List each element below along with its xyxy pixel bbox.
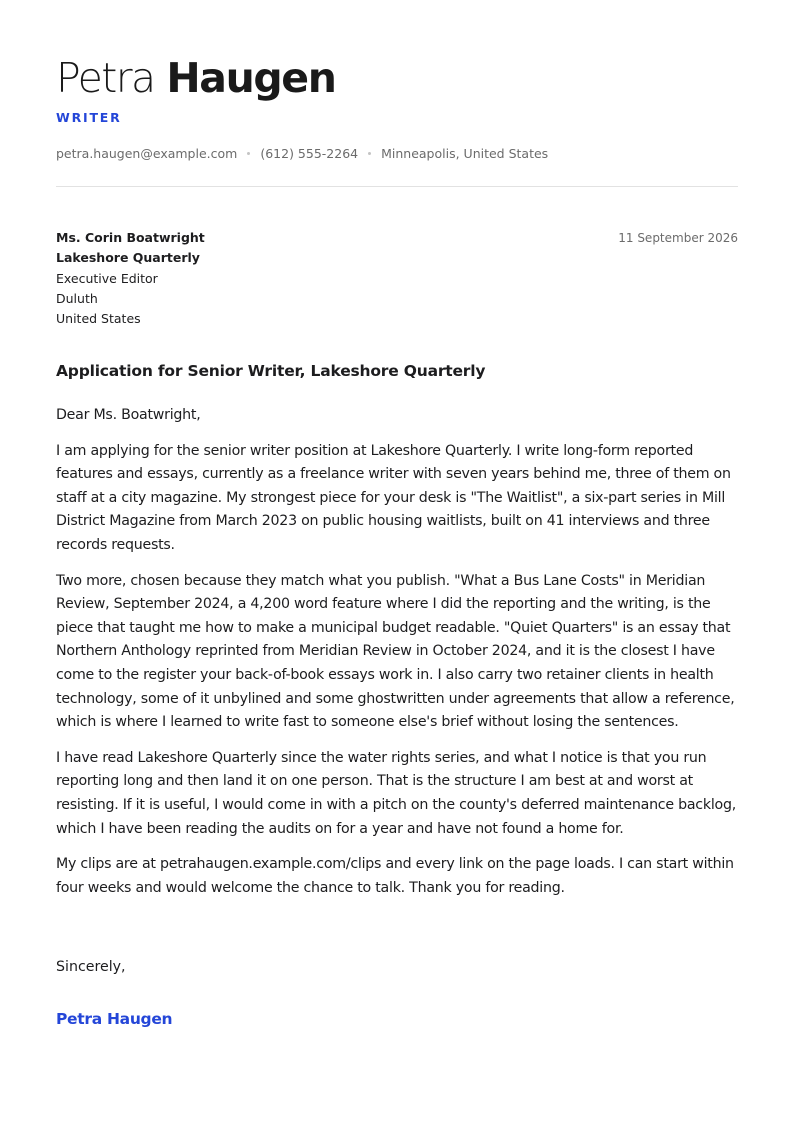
recipient-name: Ms. Corin Boatwright <box>56 230 205 245</box>
recipient-block <box>56 228 205 329</box>
letter-date: 11 September 2026 <box>618 231 738 245</box>
body-paragraph: Two more, chosen because they match what you publish. "What a Bus Lane Costs" in Meridian Review, September 2024, a 4,200 word feature where I did the reporting and the writing, is the piece that taught me how to make a municipal budget readable. "Quiet Quarters" is an essay that Northern Anthology reprinted from Meridian Review in October 2024, and it is the closest I have come to the register your back-of-book essays work in. I also carry two retainer clients in health technology, some of it unbylined and some ghostwritten under agreements that allow a reference, which is where I learned to write fast to someone else's brief without losing the sentences. <box>56 572 735 731</box>
applicant-role: WRITER <box>56 110 122 125</box>
separator-dot <box>247 152 250 155</box>
letter-subject: Application for Senior Writer, Lakeshore Quarterly <box>56 362 486 380</box>
signature: Petra Haugen <box>56 1010 173 1028</box>
recipient-city: Duluth <box>56 290 98 306</box>
recipient-country: United States <box>56 311 141 327</box>
body-paragraph: I am applying for the senior writer position at Lakeshore Quarterly. I write long-form reported features and essays, currently as a freelance writer with seven years behind me, three of them on staff at a city magazine. My strongest piece for your desk is "The Waitlist", a six-part series in Mill District Magazine from March 2023 on public housing waitlists, built on 41 interviews and three records requests. <box>56 442 731 553</box>
applicant-name <box>56 50 336 106</box>
body-paragraph: I have read Lakeshore Quarterly since the water rights series, and what I notice is that you run reporting long and then land it on one person. That is the structure I am best at and worst at resisting. If it is useful, I would come in with a pitch on the county's deferred maintenance backlog, which I have been reading the audits on for a year and have not found a home for. <box>56 749 736 837</box>
closing: Sincerely, <box>56 959 126 975</box>
last-name: Haugen <box>166 54 336 102</box>
letter-body <box>56 404 738 912</box>
phone-number: (612) 555-2264 <box>260 146 359 161</box>
recipient-title: Executive Editor <box>56 270 158 286</box>
body-paragraph: My clips are at petrahaugen.example.com/clips and every link on the page loads. I can start within four weeks and would welcome the chance to talk. Thank you for reading. <box>56 856 734 896</box>
greeting: Dear Ms. Boatwright, <box>56 407 201 423</box>
contact-line <box>56 146 548 161</box>
header-divider <box>56 186 738 187</box>
first-name: Petra <box>56 54 155 102</box>
recipient-organization: Lakeshore Quarterly <box>56 250 200 266</box>
separator-dot <box>368 152 371 155</box>
location: Minneapolis, United States <box>381 146 549 161</box>
email-address: petra.haugen@example.com <box>56 146 238 161</box>
